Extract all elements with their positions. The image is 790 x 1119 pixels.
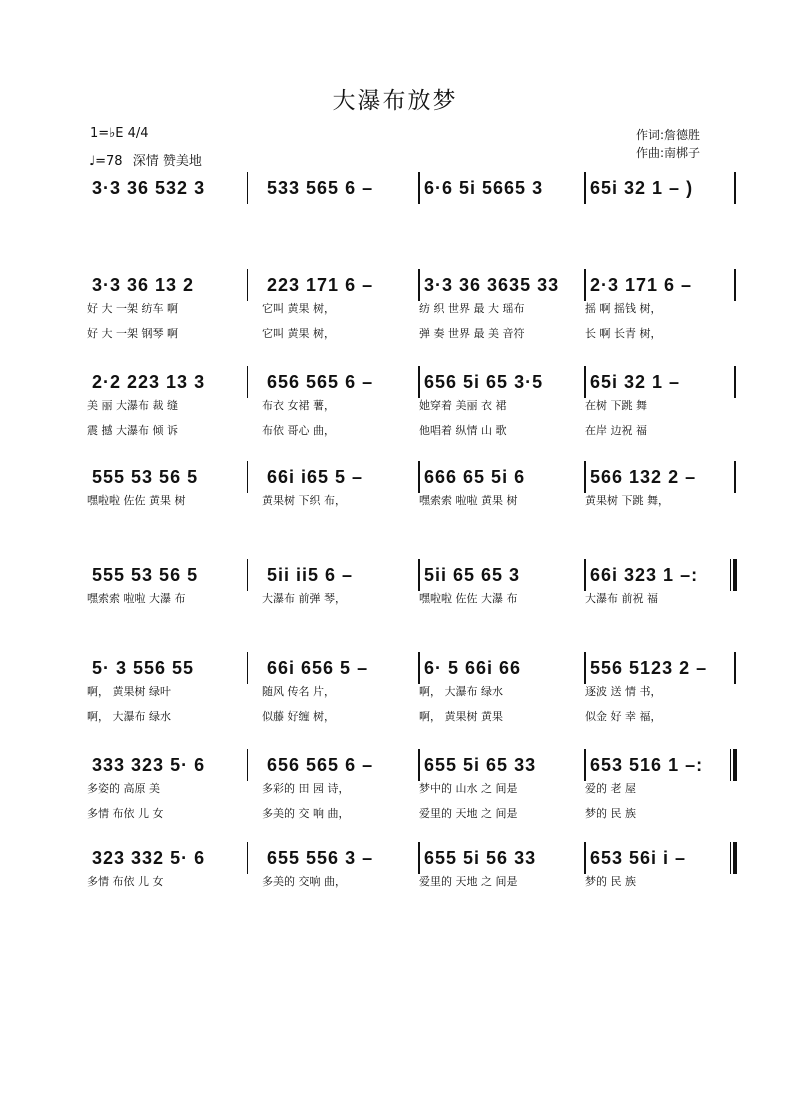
measure: 666 65 5i 6 xyxy=(424,467,526,487)
barline xyxy=(418,842,420,874)
barline xyxy=(584,269,586,301)
barline xyxy=(734,652,736,684)
expression-marking: 深情 赞美地 xyxy=(132,154,202,169)
lyric-segment: 美 丽 大瀑布 裁 缝 xyxy=(87,399,178,412)
lyric-segment: 好 大 一架 纺车 啊 xyxy=(87,302,178,315)
measure: 656 565 6 – xyxy=(267,372,374,392)
measure: 655 5i 56 33 xyxy=(424,848,537,868)
lyric-segment: 多美的 交 响 曲， xyxy=(262,807,350,820)
notes-line xyxy=(82,755,742,783)
notes-line xyxy=(82,658,742,686)
barline xyxy=(734,269,736,301)
lyric-segment: 嘿索索 啦啦 黄果 树 xyxy=(419,494,518,507)
barline xyxy=(584,461,586,493)
end-barline xyxy=(730,749,737,781)
lyric-segment: 随风 传名 片， xyxy=(262,685,335,698)
lyric-segment: 爱里的 天地 之 间是 xyxy=(419,875,518,888)
measure: 556 5123 2 – xyxy=(590,658,708,678)
lyric-segment: 她穿着 美丽 衣 裙 xyxy=(419,399,507,412)
measure: 65i 32 1 – xyxy=(590,372,681,392)
measure: 655 556 3 – xyxy=(267,848,374,868)
measure: 653 56i i – xyxy=(590,848,687,868)
measure: 66i i65 5 – xyxy=(267,467,364,487)
measure: 653 516 1 –: xyxy=(590,755,704,775)
lyric-segment: 梦的 民 族 xyxy=(585,875,636,888)
tempo-value: ♩=78 xyxy=(89,154,123,169)
measure: 2·2 223 13 3 xyxy=(92,372,206,392)
barline xyxy=(584,652,586,684)
measure: 3·3 36 13 2 xyxy=(92,275,195,295)
lyric-segment: 多情 布依 儿 女 xyxy=(87,807,164,820)
end-barline xyxy=(730,842,737,874)
barline xyxy=(734,172,736,204)
measure: 3·3 36 3635 33 xyxy=(424,275,560,295)
lyric-segment: 啊， 大瀑布 绿水 xyxy=(419,685,503,698)
barline xyxy=(418,269,420,301)
lyric-segment: 逐波 送 情 书， xyxy=(585,685,662,698)
barline xyxy=(247,269,248,301)
lyric-segment: 布依 哥心 曲， xyxy=(262,424,335,437)
key-signature: 1=♭E 4/4 xyxy=(90,126,149,141)
notes-line xyxy=(82,372,742,400)
lyric-segment: 在树 下跳 舞 xyxy=(585,399,647,412)
notes-line xyxy=(82,565,742,593)
credits xyxy=(636,126,700,162)
measure: 555 53 56 5 xyxy=(92,467,199,487)
lyric-segment: 摇 啊 摇钱 树， xyxy=(585,302,662,315)
song-title: 大瀑布放梦 xyxy=(332,88,458,114)
barline xyxy=(247,366,248,398)
tempo-marking xyxy=(89,150,202,169)
measure: 323 332 5· 6 xyxy=(92,848,206,868)
barline xyxy=(418,749,420,781)
barline xyxy=(584,559,586,591)
measure: 6· 5 66i 66 xyxy=(424,658,522,678)
barline xyxy=(247,172,248,204)
end-barline xyxy=(730,559,737,591)
barline xyxy=(734,366,736,398)
lyricist-credit: 作词:詹德胜 xyxy=(636,128,701,142)
lyric-segment: 他唱着 纵情 山 歌 xyxy=(419,424,507,437)
barline xyxy=(584,749,586,781)
barline xyxy=(247,559,248,591)
lyric-segment: 黄果树 下跳 舞， xyxy=(585,494,669,507)
lyric-segment: 梦的 民 族 xyxy=(585,807,636,820)
measure: 533 565 6 – xyxy=(267,178,374,198)
lyric-segment: 纺 织 世界 最 大 瑶布 xyxy=(419,302,525,315)
barline xyxy=(584,366,586,398)
lyric-segment: 似藤 好缠 树， xyxy=(262,710,335,723)
lyric-segment: 大瀑布 前弹 琴， xyxy=(262,592,346,605)
barline xyxy=(418,366,420,398)
measure: 3·3 36 532 3 xyxy=(92,178,206,198)
measure: 566 132 2 – xyxy=(590,467,697,487)
barline xyxy=(247,749,248,781)
barline xyxy=(584,172,586,204)
measure: 656 565 6 – xyxy=(267,755,374,775)
lyric-segment: 啊， 黄果树 绿叶 xyxy=(87,685,171,698)
lyric-segment: 爱里的 天地 之 间是 xyxy=(419,807,518,820)
lyric-segment: 梦中的 山水 之 间是 xyxy=(419,782,518,795)
lyric-segment: 啊， 黄果树 黄果 xyxy=(419,710,503,723)
lyric-segment: 它叫 黄果 树， xyxy=(262,327,335,340)
barline xyxy=(247,842,248,874)
measure: 6·6 5i 5665 3 xyxy=(424,178,544,198)
lyric-segment: 多姿的 高原 美 xyxy=(87,782,160,795)
lyric-segment: 多情 布依 儿 女 xyxy=(87,875,164,888)
measure: 66i 323 1 –: xyxy=(590,565,699,585)
barline xyxy=(247,652,248,684)
measure: 655 5i 65 33 xyxy=(424,755,537,775)
lyric-segment: 多美的 交响 曲， xyxy=(262,875,346,888)
notes-line xyxy=(82,467,742,495)
measure: 555 53 56 5 xyxy=(92,565,199,585)
lyric-segment: 震 撼 大瀑布 倾 诉 xyxy=(87,424,178,437)
lyric-segment: 似金 好 幸 福， xyxy=(585,710,662,723)
lyric-segment: 啊， 大瀑布 绿水 xyxy=(87,710,171,723)
barline xyxy=(418,559,420,591)
barline xyxy=(734,461,736,493)
measure: 656 5i 65 3·5 xyxy=(424,372,544,392)
notes-line xyxy=(82,848,742,876)
barline xyxy=(418,461,420,493)
notes-line xyxy=(82,178,742,206)
measure: 2·3 171 6 – xyxy=(590,275,693,295)
lyric-segment: 嘿啦啦 佐佐 大瀑 布 xyxy=(419,592,518,605)
measure: 5ii 65 65 3 xyxy=(424,565,521,585)
measure: 223 171 6 – xyxy=(267,275,374,295)
lyric-segment: 弹 奏 世界 最 美 音符 xyxy=(419,327,525,340)
barline xyxy=(418,172,420,204)
barline xyxy=(247,461,248,493)
barline xyxy=(584,842,586,874)
lyric-segment: 布衣 女裙 薯， xyxy=(262,399,335,412)
barline xyxy=(418,652,420,684)
lyric-segment: 长 啊 长青 树， xyxy=(585,327,662,340)
lyric-segment: 嘿索索 啦啦 大瀑 布 xyxy=(87,592,186,605)
lyric-segment: 大瀑布 前祝 福 xyxy=(585,592,658,605)
lyric-segment: 它叫 黄果 树， xyxy=(262,302,335,315)
lyric-segment: 黄果树 下织 布， xyxy=(262,494,346,507)
lyric-segment: 好 大 一架 钢琴 啊 xyxy=(87,327,178,340)
composer-credit: 作曲:南梆子 xyxy=(636,146,701,160)
notes-line xyxy=(82,275,742,303)
lyric-segment: 多彩的 田 园 诗， xyxy=(262,782,350,795)
measure: 333 323 5· 6 xyxy=(92,755,206,775)
lyric-segment: 嘿啦啦 佐佐 黄果 树 xyxy=(87,494,186,507)
lyric-segment: 爱的 老 屋 xyxy=(585,782,636,795)
measure: 65i 32 1 – ) xyxy=(590,178,694,198)
measure: 5ii ii5 6 – xyxy=(267,565,354,585)
lyric-segment: 在岸 边祝 福 xyxy=(585,424,647,437)
measure: 5· 3 556 55 xyxy=(92,658,195,678)
measure: 66i 656 5 – xyxy=(267,658,369,678)
